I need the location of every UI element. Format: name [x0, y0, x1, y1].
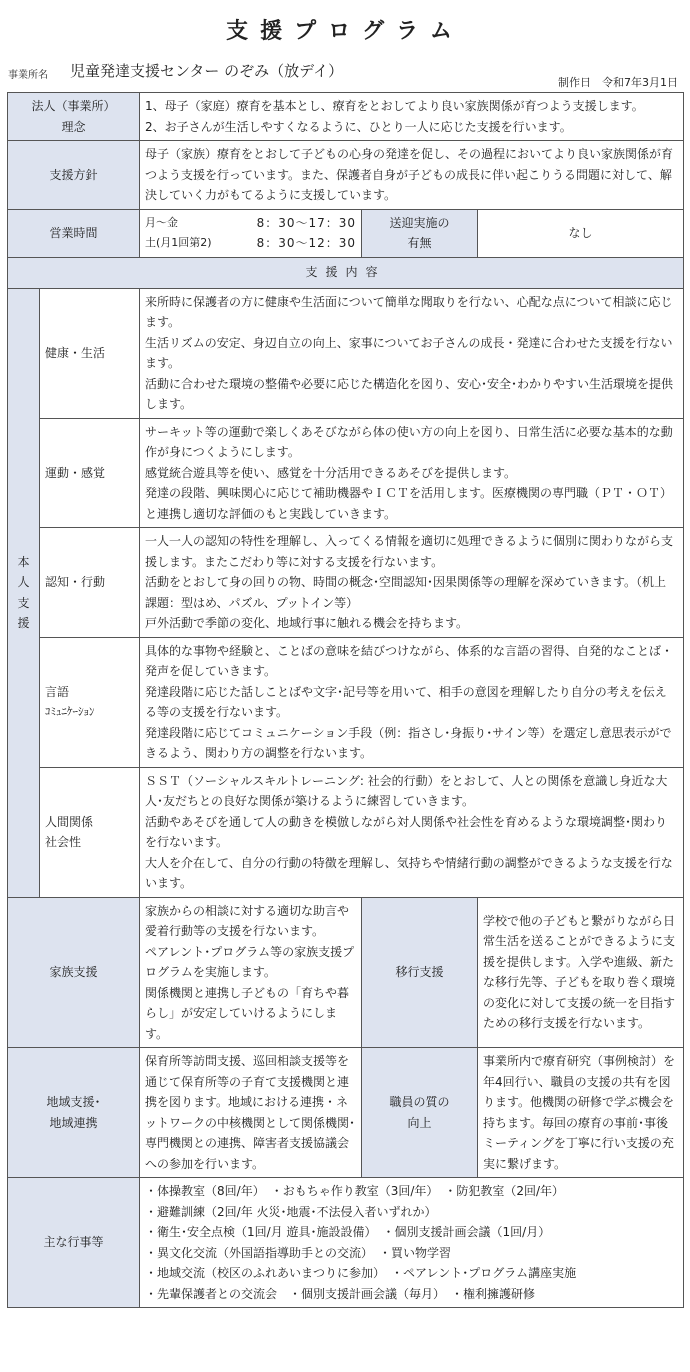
support-label-motor: 運動・感覚 [40, 418, 140, 528]
events-label: 主な行事等 [8, 1178, 140, 1308]
hours-days-weekday: 月〜金 [145, 216, 179, 229]
community-label: 地域支援･ 地域連携 [8, 1048, 140, 1178]
staff-label: 職員の質の 向上 [362, 1048, 478, 1178]
support-row-language [8, 637, 684, 767]
office-row [8, 60, 684, 90]
hours-time-weekday: 8：30〜17：30 [256, 216, 357, 230]
community-staff-row [8, 1048, 684, 1178]
hours-row [8, 209, 684, 257]
philosophy-row [8, 93, 684, 141]
office-name: 児童発達支援センター のぞみ（放デイ） [70, 62, 344, 80]
support-text-health: 来所時に保護者の方に健康や生活面について簡単な聞取りを行ない、心配な点について相談に応じます。 生活リズムの安定、身辺自立の向上、家事についてお子さんの成長・発達に合わせた支援を行ないます。 活動に合わせた環境の整備や必要に応じた構造化を図り、安心･安全･わかりやすい生活環境を提供します。 [140, 288, 684, 418]
policy-label: 支援方針 [8, 141, 140, 210]
family-transition-row [8, 897, 684, 1048]
program-table [7, 92, 684, 1308]
support-label-cognition: 認知・行動 [40, 528, 140, 638]
family-text: 家族からの相談に対する適切な助言や愛着行動等の支援を行ないます。 ペアレント･プログラム等の家族支援プログラムを実施します。 関係機関と連携し子どもの「育ちや暮らし」が安定していけるようにします。 [140, 897, 362, 1048]
support-text-language: 具体的な事物や経験と、ことばの意味を結びつけながら、体系的な言語の習得、自発的なことば・発声を促していきます。 発達段階に応じた話しことばや文字･記号等を用いて、相手の意図を理解したり自分の考えを伝える等の支援を行ないます。 発達段階に応じてコミュニケーション手段（例：指さし･身振り･サイン等）を選定し意思表示ができるよう、関わり方の調整を行ないます。 [140, 637, 684, 767]
support-text-social: ＳＳＴ（ソーシャルスキルトレーニング: 社会的行動）をとおして、人との関係を意識し身近な大人･友だちとの良好な関係が築けるように練習していきます。 活動やあそびを通して人の動きを模倣しながら対人関係や社会性を育めるような環境調整･関わりを行ないます。 大人を介在して、自分の行動の特徴を理解し、気持ちや情緒行動の調整ができるような支援を行ないます。 [140, 767, 684, 897]
self-support-label: 本 人 支 援 [8, 288, 40, 897]
event-line: ・体操教室（8回/年） ・おもちゃ作り教室（3回/年） ・防犯教室（2回/年） [145, 1184, 565, 1198]
event-line: ・地域交流（校区のふれあいまつりに参加） ・ペアレント･プログラム講座実施 [145, 1266, 577, 1280]
event-line: ・衛生･安全点検（1回/月 遊具･施設設備） ・個別支援計画会議（1回/月） [145, 1225, 551, 1239]
policy-text: 母子（家族）療育をとおして子どもの心身の発達を促し、その過程においてより良い家族関係が育つよう支援を行っています。また、保護者自身が子どもの成長に伴い起こりうる問題に対して、解決していく力がもてるように支援しています。 [140, 141, 684, 210]
transport-value: なし [478, 209, 684, 257]
created-date: 制作日 令和7年3月1日 [558, 76, 678, 89]
hours-days-saturday: 土(月1回第2) [145, 236, 212, 249]
philosophy-label: 法人（事業所） 理念 [8, 93, 140, 141]
support-label-language: 言語 ｺﾐｭﾆｹｰｼｮﾝ [40, 637, 140, 767]
event-line: ・異文化交流（外国語指導助手との交流） ・買い物学習 [145, 1245, 452, 1260]
event-line: ・先輩保護者との交流会 ・個別支援計画会議（毎月） ・権利擁護研修 [145, 1286, 536, 1301]
document-title: 支援プログラム [226, 19, 464, 44]
transition-label: 移行支援 [362, 897, 478, 1048]
section-header: 支援内容 [8, 257, 684, 288]
transport-label: 送迎実施の 有無 [362, 209, 478, 257]
office-label: 事業所名 [8, 70, 48, 81]
support-row-cognition [8, 528, 684, 638]
support-text-motor: サーキット等の運動で楽しくあそびながら体の使い方の向上を図り、日常生活に必要な基本的な動作が身につくようにします。 感覚統合遊具等を使い、感覚を十分活用できるあそびを提供します。 発達の段階、興味関心に応じて補助機器やＩＣＴを活用します。医療機関の専門職（ＰＴ・ＯＴ）と連携し適切な評価のもと実践していきます。 [140, 418, 684, 528]
event-line: ・避難訓練（2回/年 火災･地震･不法侵入者いずれか） [145, 1204, 437, 1219]
transition-text: 学校で他の子どもと繋がりながら日常生活を送ることができるように支援を提供します。入学や進級、新たな移行先等、子どもを取り巻く環境の変化に対して支援の統一を目指すための移行支援を行ないます。 [478, 897, 684, 1048]
hours-value [140, 209, 362, 257]
support-row-motor [8, 418, 684, 528]
support-label-health: 健康・生活 [40, 288, 140, 418]
community-text: 保育所等訪問支援、巡回相談支援等を通じて保育所等の子育て支援機関と連携を図ります。地域における連携・ネットワークの中核機関として関係機関･専門機関との連携、障害者支援協議会への参加を行います。 [140, 1048, 362, 1178]
support-text-cognition: 一人一人の認知の特性を理解し、入ってくる情報を適切に処理できるように個別に関わりながら支援します。またこだわり等に対する支援を行ないます。 活動をとおして身の回りの物、時間の概念･空間認知･因果関係等の理解を深めていきます。（机上課題：型はめ、パズル、プットイン等） 戸外活動で季節の変化、地域行事に触れる機会を持ちます。 [140, 528, 684, 638]
hours-label: 営業時間 [8, 209, 140, 257]
hours-time-saturday: 8：30〜12：30 [256, 236, 357, 250]
support-label-social: 人間関係 社会性 [40, 767, 140, 897]
staff-text: 事業所内で療育研究（事例検討）を年4回行い、職員の支援の共有を図ります。他機関の研修で学ぶ機会を持ちます。毎回の療育の事前･事後ミーティングを丁寧に行い支援の充実に繋げます。 [478, 1048, 684, 1178]
events-row [8, 1178, 684, 1308]
family-label: 家族支援 [8, 897, 140, 1048]
events-list [140, 1178, 684, 1308]
support-row-health [8, 288, 684, 418]
section-header-row [8, 257, 684, 288]
philosophy-text: 1、母子（家庭）療育を基本とし、療育をとおしてより良い家族関係が育つよう支援します。 2、お子さんが生活しやすくなるように、ひとり一人に応じた支援を行います。 [140, 93, 684, 141]
support-row-social [8, 767, 684, 897]
policy-row [8, 141, 684, 210]
